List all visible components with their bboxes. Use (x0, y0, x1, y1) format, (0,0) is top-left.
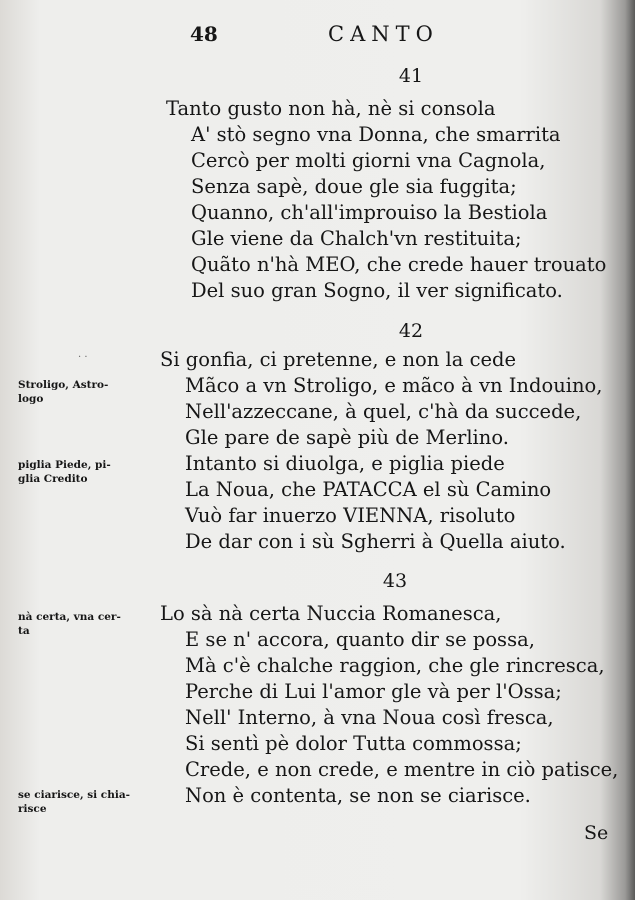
stanza-number: 43 (382, 570, 408, 592)
verse-line: Crede, e non crede, e mentre in ciò patisce, (185, 758, 619, 781)
verse-line: Lo sà nà certa Nuccia Romanesca, (160, 602, 502, 625)
margin-note-line: se ciarisce, si chia- (18, 789, 130, 801)
verse-line: Gle viene da Chalch'vn restituita; (191, 227, 522, 250)
margin-note-line: nà certa, vna cer- (18, 611, 121, 623)
verse-line: Quanno, ch'all'improuiso la Bestiola (191, 201, 548, 224)
stanza (166, 96, 606, 304)
verse-line: Del suo gran Sogno, il ver significato. (191, 279, 563, 302)
stanza (160, 347, 603, 555)
ink-smudge: · · (78, 352, 88, 363)
margin-note-line: logo (18, 393, 44, 405)
running-title: CANTO (328, 22, 439, 46)
stanza (160, 601, 618, 809)
verse-line: E se n' accora, quanto dir se possa, (185, 628, 535, 651)
margin-note-line: risce (18, 803, 47, 815)
verse-line: De dar con i sù Sgherri à Quella aiuto. (185, 530, 566, 553)
margin-note (18, 788, 130, 816)
verse-line: Nell'azzeccane, à quel, c'hà da succede, (185, 400, 582, 423)
verse-line: Mãco a vn Stroligo, e mãco à vn Indouino, (185, 374, 603, 397)
margin-note-line: piglia Piede, pi- (18, 459, 111, 471)
margin-note-line: ta (18, 625, 30, 637)
margin-note-line: glia Credito (18, 473, 88, 485)
verse-line: Quãto n'hà MEO, che crede hauer trouato (191, 253, 607, 276)
verse-line: Vuò far inuerzo VIENNA, risoluto (185, 504, 516, 527)
margin-note (18, 458, 111, 486)
verse-line: Intanto si diuolga, e piglia piede (185, 452, 505, 475)
verse-line: Senza sapè, doue gle sia fuggita; (191, 175, 517, 198)
verse-line: Nell' Interno, à vna Noua così fresca, (185, 706, 554, 729)
verse-line: Non è contenta, se non se ciarisce. (185, 784, 531, 807)
verse-line: Tanto gusto non hà, nè si consola (166, 97, 496, 120)
page-header (0, 22, 635, 52)
margin-note (18, 378, 108, 406)
verse-line: Cercò per molti giorni vna Cagnola, (191, 149, 546, 172)
verse-line: Gle pare de sapè più de Merlino. (185, 426, 509, 449)
page-number: 48 (190, 22, 218, 46)
verse-line: Mà c'è chalche raggion, che gle rincresca, (185, 654, 605, 677)
verse-line: La Noua, che PATACCA el sù Camino (185, 478, 552, 501)
margin-note (18, 610, 121, 638)
verse-line: A' stò segno vna Donna, che smarrita (191, 123, 561, 146)
margin-note-line: Stroligo, Astro- (18, 379, 109, 391)
catchword: Se (584, 822, 609, 844)
stanza-number: 41 (398, 65, 424, 87)
verse-line: Si sentì pè dolor Tutta commossa; (185, 732, 522, 755)
stanza-number: 42 (398, 320, 424, 342)
verse-line: Si gonfia, ci pretenne, e non la cede (160, 348, 517, 371)
verse-line: Perche di Lui l'amor gle và per l'Ossa; (185, 680, 562, 703)
